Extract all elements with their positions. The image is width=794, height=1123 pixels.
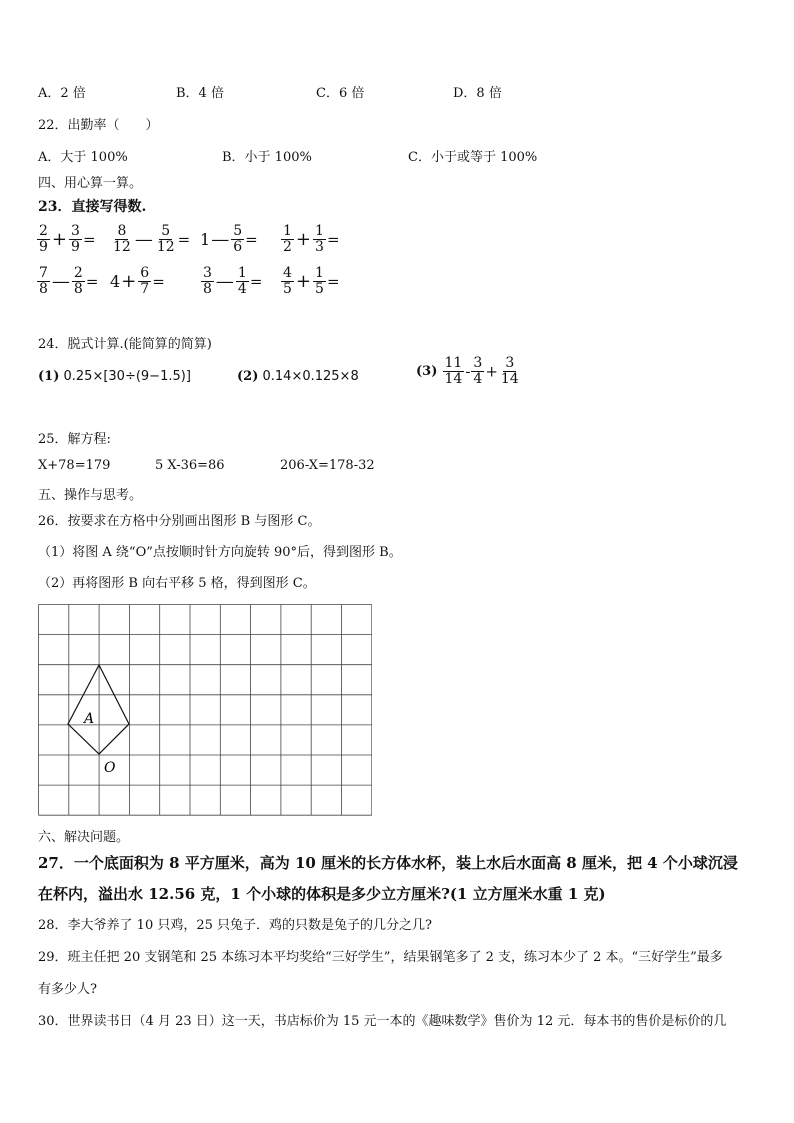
fraction: $\frac{3}{8}$ — [203, 265, 212, 297]
q25-stem: 25．解方程: — [38, 432, 111, 447]
q27-line1: 27．一个底面积为 8 平方厘米，高为 10 厘米的长方体水杯，装上水后水面高 8 厘米，把 4 个小球沉浸 — [38, 854, 738, 872]
shape-a-label: A — [84, 711, 95, 727]
fraction: $\frac{5}{12}$ — [156, 223, 175, 255]
q24-part3: (3) $\frac{11}{14}$ - $\frac{3}{4}$ + $\frac{3}{14}$ — [416, 355, 519, 387]
q21-option-b: B．4 倍 — [176, 86, 224, 101]
q25-eq2: 5 X-36=86 — [155, 458, 225, 473]
fraction: $\frac{2}{9}$ — [39, 223, 48, 255]
q22-option-b: B．小于 100% — [222, 150, 312, 165]
q29-line2: 有多少人? — [38, 982, 97, 997]
q23-r1-item3: 1— $\frac{5}{6}$ = — [200, 223, 258, 255]
q29-line1: 29．班主任把 20 支钢笔和 25 本练习本平均奖给“三好学生”，结果钢笔多了 2 支，练习本少了 2 本。“三好学生”最多 — [38, 950, 723, 965]
q24-part2-expr: 0.14×0.125×8 — [262, 369, 359, 384]
point-o-label: O — [104, 760, 116, 776]
q30-text: 30．世界读书日（4 月 23 日）这一天，书店标价为 15 元一本的《趣味数学》售价为 12 元．每本书的售价是标价的几 — [38, 1014, 727, 1029]
q26-stem: 26．按要求在方格中分别画出图形 B 与图形 C。 — [38, 514, 321, 529]
fraction: $\frac{4}{5}$ — [283, 265, 292, 297]
q23-r1-item1: $\frac{2}{9}$ + $\frac{3}{9}$ = — [39, 223, 96, 255]
fraction: $\frac{1}{5}$ — [315, 265, 324, 297]
q25-eq3: 206-X=178-32 — [280, 458, 375, 473]
q25-eq1: X+78=179 — [38, 458, 111, 473]
q23-r2-item3: $\frac{3}{8}$ — $\frac{1}{4}$ = — [203, 265, 263, 297]
q21-option-c: C．6 倍 — [316, 86, 365, 101]
fraction: $\frac{1}{3}$ — [315, 223, 324, 255]
q24-part1-expr: 0.25×[30÷(9−1.5)] — [63, 369, 191, 384]
q22-option-a: A．大于 100% — [38, 150, 128, 165]
fraction: $\frac{7}{8}$ — [39, 265, 48, 297]
fraction: $\frac{5}{6}$ — [233, 223, 243, 255]
q24-stem: 24．脱式计算.(能简算的简算) — [38, 337, 212, 352]
section-5-title: 五、操作与思考。 — [38, 488, 143, 503]
q23-r2-item1: $\frac{7}{8}$ — $\frac{2}{8}$ = — [39, 265, 99, 297]
fraction: $\frac{1}{4}$ — [237, 265, 247, 297]
fraction: $\frac{3}{14}$ — [500, 355, 519, 387]
q21-option-a: A．2 倍 — [38, 86, 86, 101]
fraction: $\frac{3}{9}$ — [71, 223, 80, 255]
q22-option-c: C．小于或等于 100% — [408, 150, 538, 165]
fraction: $\frac{8}{12}$ — [113, 223, 131, 255]
q27-line2: 在杯内，溢出水 12.56 克，1 个小球的体积是多少立方厘米?(1 立方厘米水重 1 克) — [38, 885, 606, 903]
shape-a-kite — [68, 665, 129, 754]
q28-text: 28．李大爷养了 10 只鸡，25 只兔子．鸡的只数是兔子的几分之几? — [38, 918, 432, 933]
q26-grid — [38, 604, 372, 816]
q24-part1: (1) 0.25×[30÷(9−1.5)] — [38, 369, 191, 384]
fraction: $\frac{1}{2}$ — [283, 223, 292, 255]
q24-part2: (2) 0.14×0.125×8 — [237, 369, 359, 384]
q23-r2-item4: $\frac{4}{5}$ + $\frac{1}{5}$ = — [283, 265, 340, 297]
q23-r2-item2: 4+ $\frac{6}{7}$ = — [110, 265, 165, 297]
fraction: $\frac{6}{7}$ — [140, 265, 150, 297]
fraction: $\frac{3}{4}$ — [473, 355, 483, 387]
q23-r1-item4: $\frac{1}{2}$ + $\frac{1}{3}$ = — [283, 223, 340, 255]
section-6-title: 六、解决问题。 — [38, 830, 130, 845]
q23-stem: 23．直接写得数. — [38, 199, 147, 215]
fraction: $\frac{2}{8}$ — [73, 265, 83, 297]
q26-step1: （1）将图 A 绕“O”点按顺时针方向旋转 90°后，得到图形 B。 — [38, 545, 402, 560]
q23-r1-item2: $\frac{8}{12}$ — $\frac{5}{12}$ = — [113, 223, 191, 255]
section-4-title: 四、用心算一算。 — [38, 176, 143, 191]
q26-step2: （2）再将图形 B 向右平移 5 格，得到图形 C。 — [38, 576, 316, 591]
q22-stem: 22．出勤率（ ） — [38, 118, 159, 133]
q21-option-d: D．8 倍 — [453, 86, 502, 101]
fraction: $\frac{11}{14}$ — [444, 355, 463, 387]
